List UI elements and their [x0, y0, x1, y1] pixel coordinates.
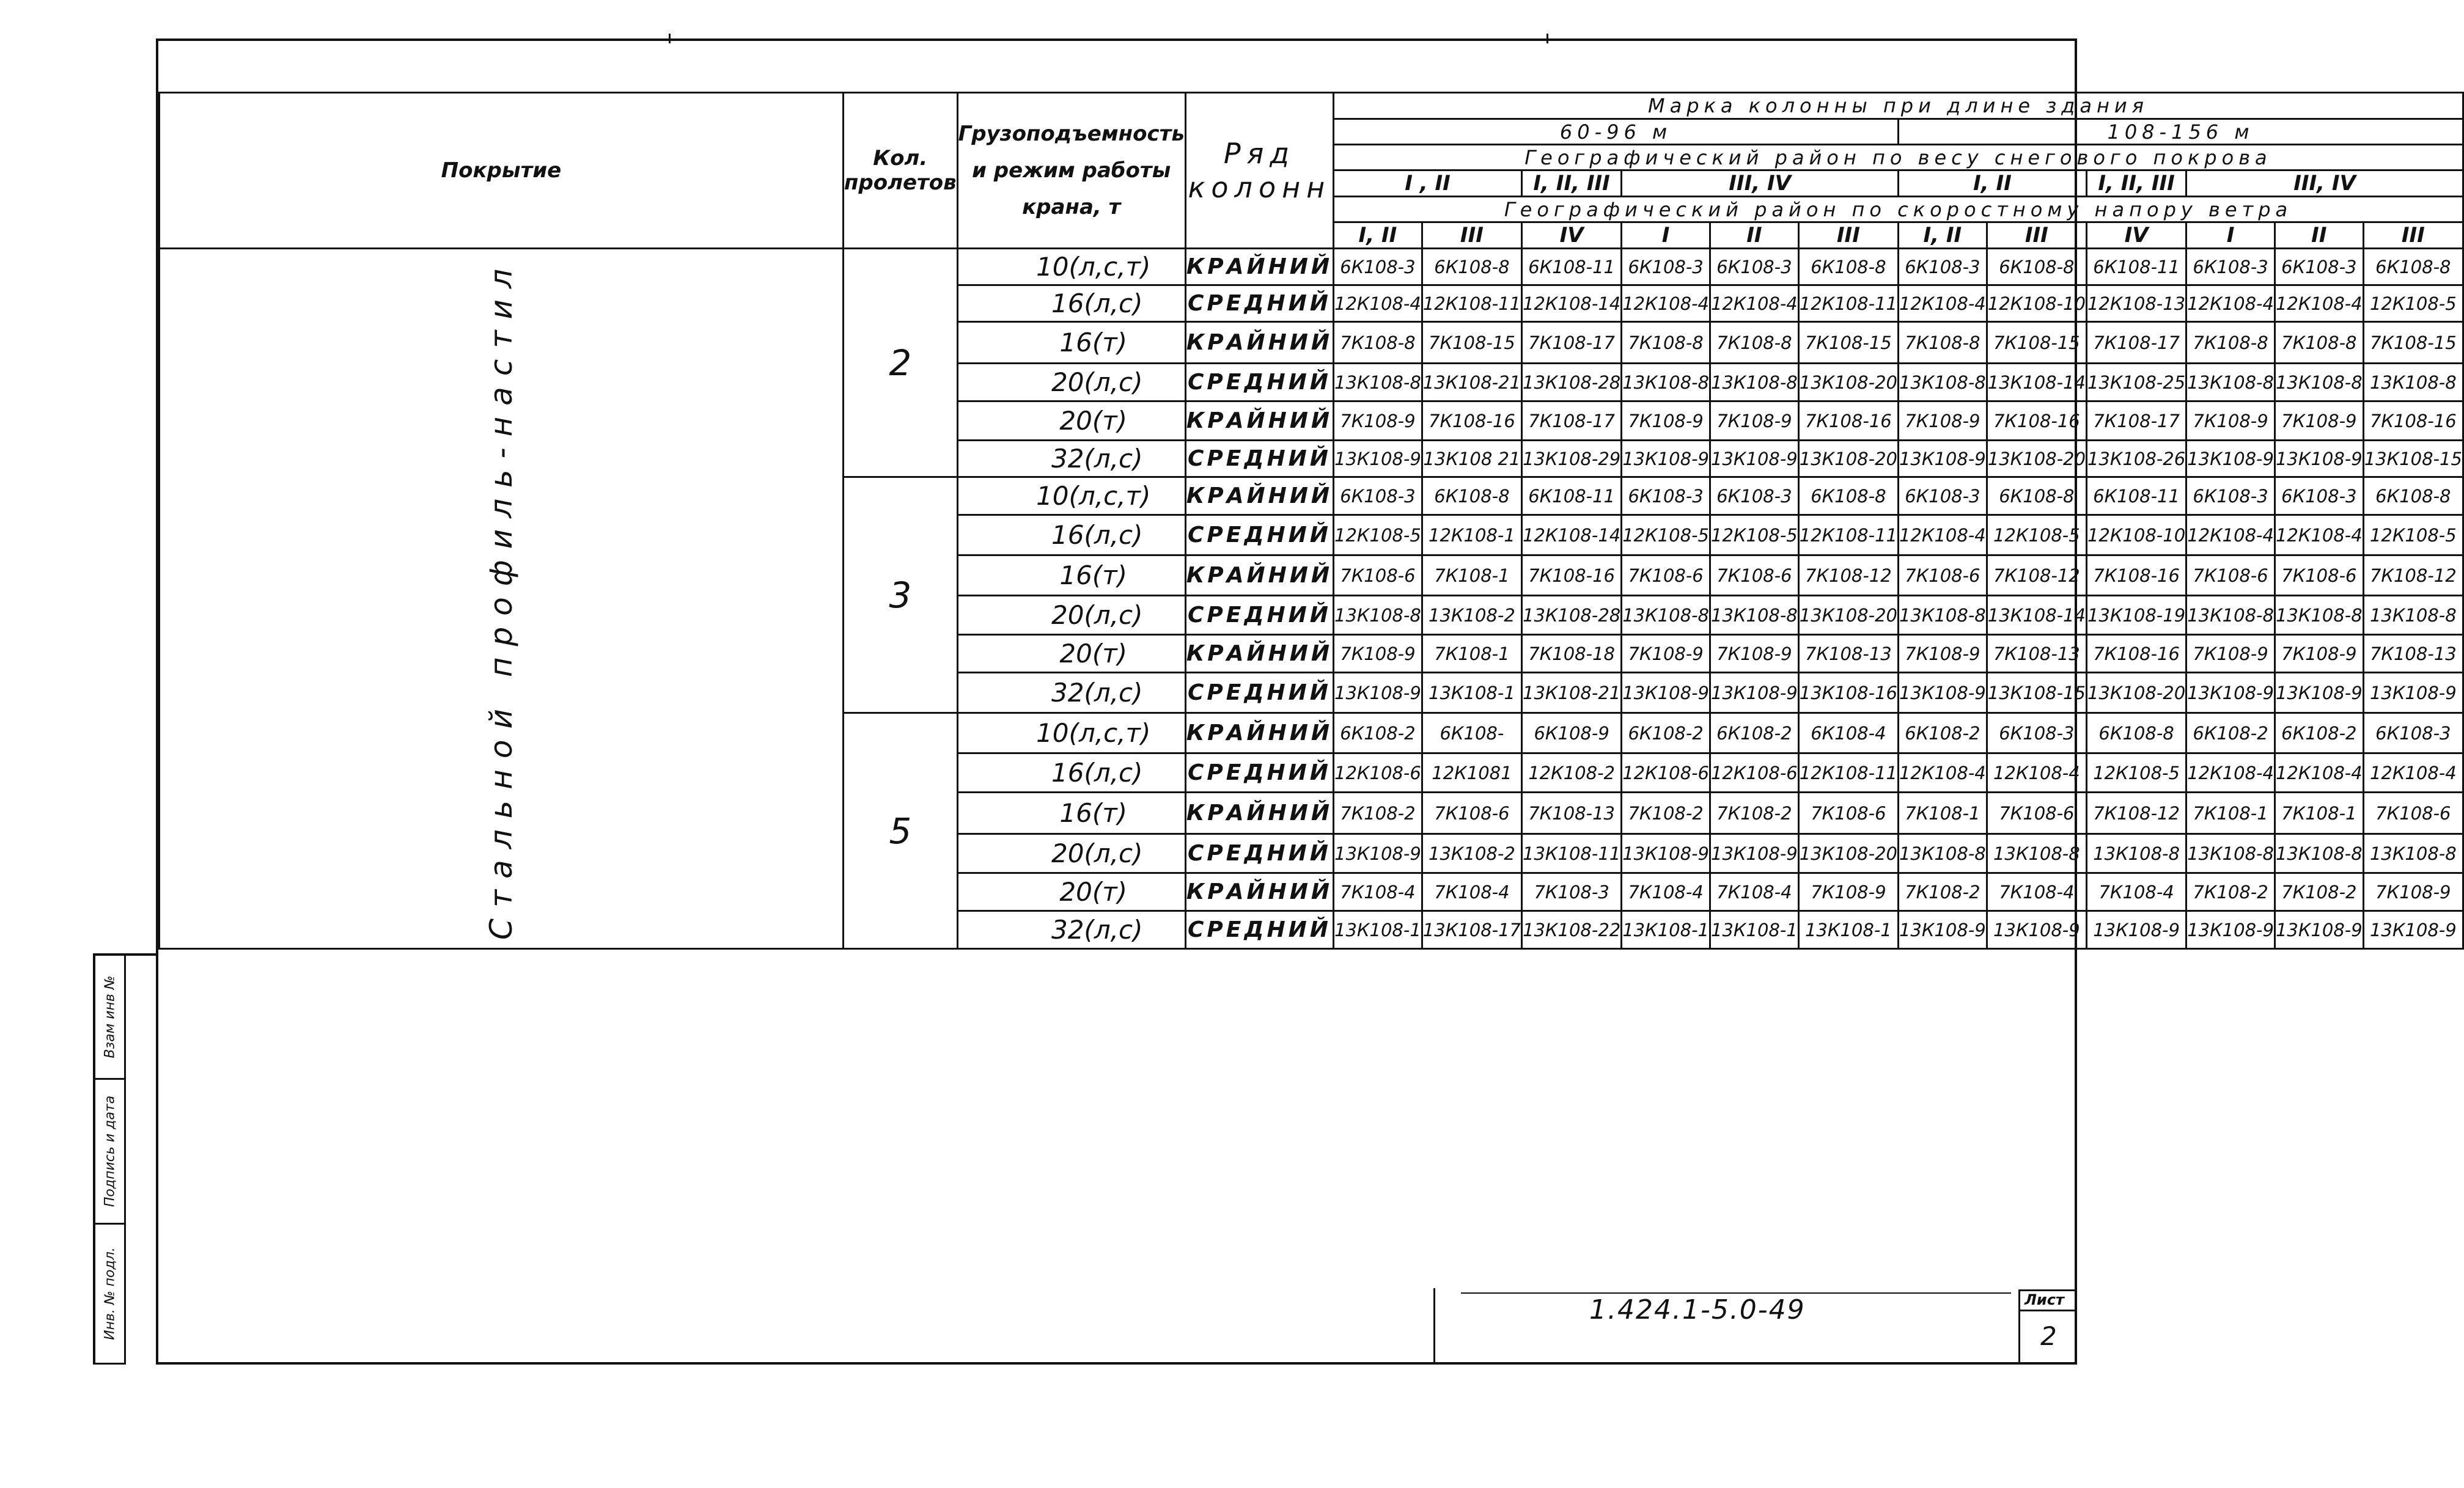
column-mark: 7К108-6	[2275, 555, 2363, 596]
coverage-cell	[160, 249, 844, 949]
column-mark: 6К108-8	[1422, 249, 1521, 285]
column-mark: 13К108-9	[1898, 441, 1987, 477]
column-mark: 12К108-4	[2275, 285, 2363, 322]
column-mark: 6К108-2	[1334, 713, 1422, 753]
column-mark: 7К108-13	[1522, 793, 1622, 834]
wind-region: III	[2363, 222, 2463, 249]
column-mark: 13К108-9	[1622, 441, 1710, 477]
column-mark: 13К108-1	[1622, 911, 1710, 949]
column-mark: 12К108-5	[2363, 515, 2463, 555]
column-mark: 13К108-8	[2186, 834, 2275, 873]
column-mark: 13К108-9	[1710, 673, 1799, 713]
column-mark: 7К108-9	[1622, 635, 1710, 673]
column-mark: 7К108-4	[1987, 873, 2086, 911]
column-mark: 7К108-16	[1522, 555, 1622, 596]
column-mark: 13К108-9	[1987, 911, 2086, 949]
crane-load: 16(т)	[957, 322, 1185, 364]
column-mark: 13К108-8	[1898, 834, 1987, 873]
column-mark: 12К108-4	[2275, 515, 2363, 555]
column-mark: 12К108-5	[1622, 515, 1710, 555]
column-mark: 13К108-14	[1987, 596, 2086, 635]
column-mark: 7К108-4	[1710, 873, 1799, 911]
spans-count: 3	[843, 477, 957, 713]
column-mark: 13К108-20	[2086, 673, 2186, 713]
column-mark: 13К108-29	[1522, 441, 1622, 477]
column-mark: 12К108-13	[2086, 285, 2186, 322]
column-mark: 7К108-4	[1422, 873, 1521, 911]
column-mark: 13К108-9	[2275, 441, 2363, 477]
crane-load: 16(т)	[957, 555, 1185, 596]
column-mark: 7К108-1	[1422, 635, 1521, 673]
column-mark: 7К108-8	[1898, 322, 1987, 364]
column-mark: 13К108-1	[1798, 911, 1898, 949]
column-mark: 6К108-4	[1798, 713, 1898, 753]
column-mark: 7К108-9	[1334, 635, 1422, 673]
wind-region: I, II	[1334, 222, 1422, 249]
column-mark: 13К108-15	[2363, 441, 2463, 477]
crane-load: 10(л,с,т)	[957, 249, 1185, 285]
column-mark: 12К108-4	[1898, 285, 1987, 322]
column-mark: 13К108-9	[1334, 834, 1422, 873]
frame-tick	[669, 34, 671, 43]
column-mark: 13К108-8	[1710, 596, 1799, 635]
wind-region: III	[1422, 222, 1521, 249]
column-row: КРАЙНИЙ	[1185, 873, 1333, 911]
column-mark: 13К108-8	[1710, 364, 1799, 401]
column-mark: 6К108-11	[2086, 249, 2186, 285]
column-mark: 13К108-17	[1422, 911, 1521, 949]
column-mark: 7К108-17	[2086, 322, 2186, 364]
column-mark: 12К108-14	[1522, 515, 1622, 555]
column-mark: 7К108-9	[2186, 401, 2275, 441]
column-mark: 13К108-9	[1710, 834, 1799, 873]
column-mark: 6К108-2	[1898, 713, 1987, 753]
column-mark: 6К108-8	[1987, 477, 2086, 515]
column-mark: 7К108-2	[1334, 793, 1422, 834]
column-mark: 7К108-8	[1334, 322, 1422, 364]
column-mark: 7К108-4	[1622, 873, 1710, 911]
column-mark: 13К108-8	[2086, 834, 2186, 873]
crane-load: 20(т)	[957, 635, 1185, 673]
column-mark: 7К108-18	[1522, 635, 1622, 673]
wind-region: IV	[1522, 222, 1622, 249]
column-mark: 13К108-9	[1898, 911, 1987, 949]
column-mark: 12К108-11	[1798, 285, 1898, 322]
column-mark: 13К108-9	[2186, 911, 2275, 949]
column-mark: 13К108-20	[1798, 596, 1898, 635]
column-mark: 13К108-8	[2363, 596, 2463, 635]
crane-load: 20(л,с)	[957, 364, 1185, 401]
wind-region: I, II	[1898, 222, 1987, 249]
crane-load: 16(л,с)	[957, 285, 1185, 322]
header-row: Ряд колонн	[1185, 93, 1333, 249]
column-mark: 6К108-2	[1710, 713, 1799, 753]
column-mark: 12К108-4	[1987, 753, 2086, 793]
column-mark: 7К108-4	[1334, 873, 1422, 911]
column-mark: 7К108-8	[2186, 322, 2275, 364]
column-mark: 6К108-3	[2275, 477, 2363, 515]
header-mark-title: Марка колонны при длине здания	[1334, 93, 2463, 119]
crane-load: 20(т)	[957, 873, 1185, 911]
column-row: СРЕДНИЙ	[1185, 364, 1333, 401]
column-row: КРАЙНИЙ	[1185, 793, 1333, 834]
column-mark: 6К108-11	[2086, 477, 2186, 515]
column-mark: 6К108-3	[2275, 249, 2363, 285]
column-mark: 6К108-	[1422, 713, 1521, 753]
column-mark: 13К108-25	[2086, 364, 2186, 401]
column-mark: 7К108-15	[2363, 322, 2463, 364]
column-mark: 12К108-1	[1422, 515, 1521, 555]
snow-region: III, IV	[2186, 170, 2463, 197]
column-mark: 12К108-4	[2363, 753, 2463, 793]
column-mark: 6К108-9	[1522, 713, 1622, 753]
column-row: КРАЙНИЙ	[1185, 635, 1333, 673]
column-mark: 13К108-8	[1898, 364, 1987, 401]
column-row: КРАЙНИЙ	[1185, 322, 1333, 364]
column-mark: 6К108-2	[2275, 713, 2363, 753]
column-mark: 7К108-13	[1987, 635, 2086, 673]
wind-region: I	[2186, 222, 2275, 249]
header-wind-title: Географический район по скоростному напору ветра	[1334, 197, 2463, 222]
column-mark: 13К108-8	[2186, 596, 2275, 635]
column-mark: 12К108-11	[1798, 753, 1898, 793]
header-length-60-96: 60-96 м	[1334, 119, 1899, 145]
column-mark: 7К108-9	[1710, 635, 1799, 673]
column-mark: 6К108-3	[1898, 477, 1987, 515]
title-block-divider	[1433, 1288, 1435, 1365]
column-mark: 6К108-11	[1522, 477, 1622, 515]
column-mark: 7К108-6	[1422, 793, 1521, 834]
column-mark: 7К108-16	[2086, 635, 2186, 673]
column-mark: 13К108-9	[1334, 673, 1422, 713]
column-mark: 7К108-2	[1898, 873, 1987, 911]
column-mark: 13К108-20	[1798, 364, 1898, 401]
stamp-inv-original: Инв. № подл.	[95, 1225, 126, 1365]
column-mark: 6К108-3	[1334, 249, 1422, 285]
sheet-box-divider	[2018, 1310, 2075, 1311]
column-mark: 12К108-4	[2186, 515, 2275, 555]
column-row: СРЕДНИЙ	[1185, 515, 1333, 555]
column-mark: 13К108-1	[1334, 911, 1422, 949]
column-row: СРЕДНИЙ	[1185, 441, 1333, 477]
column-mark: 7К108-13	[2363, 635, 2463, 673]
column-mark: 6К108-8	[1422, 477, 1521, 515]
sheet-number: 2	[2040, 1321, 2057, 1351]
column-mark: 7К108-16	[2086, 555, 2186, 596]
column-mark: 7К108-17	[2086, 401, 2186, 441]
column-row: СРЕДНИЙ	[1185, 673, 1333, 713]
column-row: СРЕДНИЙ	[1185, 911, 1333, 949]
column-mark: 13К108-28	[1522, 596, 1622, 635]
column-mark: 7К108-1	[1422, 555, 1521, 596]
column-mark: 13К108-9	[2275, 673, 2363, 713]
column-row: КРАЙНИЙ	[1185, 555, 1333, 596]
column-mark: 7К108-9	[1710, 401, 1799, 441]
column-mark: 13К108-20	[1798, 441, 1898, 477]
header-coverage: Покрытие	[160, 93, 844, 249]
column-mark: 13К108-9	[1334, 441, 1422, 477]
column-mark: 7К108-8	[2275, 322, 2363, 364]
column-mark: 7К108-15	[1422, 322, 1521, 364]
spans-count: 2	[843, 249, 957, 477]
column-mark: 7К108-6	[1898, 555, 1987, 596]
column-mark: 7К108-2	[1710, 793, 1799, 834]
column-mark: 13К108-8	[2363, 364, 2463, 401]
column-mark: 7К108-16	[1798, 401, 1898, 441]
stamp-signature-date: Подпись и дата	[95, 1080, 126, 1225]
column-mark: 7К108-16	[2363, 401, 2463, 441]
snow-region: III, IV	[1622, 170, 1899, 197]
column-mark: 13К108-9	[1622, 673, 1710, 713]
column-mark: 12К108-5	[1334, 515, 1422, 555]
column-mark: 12К1081	[1422, 753, 1521, 793]
column-row: КРАЙНИЙ	[1185, 401, 1333, 441]
column-mark: 7К108-12	[1798, 555, 1898, 596]
column-mark: 12К108-4	[1710, 285, 1799, 322]
column-mark: 13К108-21	[1522, 673, 1622, 713]
table-row	[160, 249, 2463, 285]
snow-region: I, II, III	[1522, 170, 1622, 197]
column-mark: 13К108-22	[1522, 911, 1622, 949]
column-mark: 12К108-5	[2363, 285, 2463, 322]
column-mark: 6К108-8	[2363, 249, 2463, 285]
column-marks-table	[158, 92, 2464, 950]
column-mark: 13К108-21	[1422, 364, 1521, 401]
crane-load: 20(л,с)	[957, 834, 1185, 873]
column-mark: 12К108-10	[1987, 285, 2086, 322]
column-mark: 12К108-4	[1622, 285, 1710, 322]
column-mark: 13К108-8	[1987, 834, 2086, 873]
column-mark: 12К108-5	[1987, 515, 2086, 555]
column-mark: 6К108-2	[2186, 713, 2275, 753]
column-mark: 7К108-6	[1334, 555, 1422, 596]
column-mark: 13К108-2	[1422, 834, 1521, 873]
column-mark: 12К108-4	[1334, 285, 1422, 322]
crane-load: 16(л,с)	[957, 753, 1185, 793]
wind-region: IV	[2086, 222, 2186, 249]
column-mark: 13К108-9	[1710, 441, 1799, 477]
column-mark: 6К108-8	[2363, 477, 2463, 515]
crane-load: 10(л,с,т)	[957, 477, 1185, 515]
title-block-line	[1461, 1292, 2011, 1294]
column-row: СРЕДНИЙ	[1185, 285, 1333, 322]
column-mark: 7К108-1	[2275, 793, 2363, 834]
column-mark: 13К108-2	[1422, 596, 1521, 635]
column-mark: 13К108-8	[2275, 596, 2363, 635]
crane-load: 32(л,с)	[957, 673, 1185, 713]
header-snow-title: Географический район по весу снегового покрова	[1334, 145, 2463, 170]
column-mark: 7К108-9	[2275, 635, 2363, 673]
column-mark: 13К108-28	[1522, 364, 1622, 401]
column-mark: 7К108-1	[2186, 793, 2275, 834]
column-mark: 7К108-9	[1334, 401, 1422, 441]
crane-load: 20(л,с)	[957, 596, 1185, 635]
column-mark: 7К108-2	[2275, 873, 2363, 911]
column-mark: 7К108-3	[1522, 873, 1622, 911]
column-mark: 6К108-3	[2186, 249, 2275, 285]
column-mark: 13К108-26	[2086, 441, 2186, 477]
column-mark: 13К108-8	[1334, 596, 1422, 635]
crane-load: 16(л,с)	[957, 515, 1185, 555]
spans-count: 5	[843, 713, 957, 949]
column-mark: 7К108-12	[2363, 555, 2463, 596]
column-mark: 12К108-6	[1622, 753, 1710, 793]
column-mark: 6К108-3	[1334, 477, 1422, 515]
column-mark: 13К108-1	[1422, 673, 1521, 713]
frame-tick	[1546, 34, 1548, 43]
crane-load: 16(т)	[957, 793, 1185, 834]
stamp-inv-replace: Взам инв №	[95, 956, 126, 1080]
column-row: СРЕДНИЙ	[1185, 596, 1333, 635]
column-row: СРЕДНИЙ	[1185, 834, 1333, 873]
column-mark: 7К108-8	[1710, 322, 1799, 364]
column-mark: 6К108-3	[1622, 477, 1710, 515]
column-row: СРЕДНИЙ	[1185, 753, 1333, 793]
column-mark: 7К108-2	[1622, 793, 1710, 834]
column-mark: 7К108-9	[1898, 401, 1987, 441]
column-mark: 7К108-6	[2363, 793, 2463, 834]
crane-load: 32(л,с)	[957, 441, 1185, 477]
column-mark: 7К108-4	[2086, 873, 2186, 911]
column-mark: 13К108-19	[2086, 596, 2186, 635]
column-mark: 12К108-14	[1522, 285, 1622, 322]
column-row: КРАЙНИЙ	[1185, 477, 1333, 515]
column-mark: 7К108-16	[1987, 401, 2086, 441]
column-mark: 7К108-9	[2186, 635, 2275, 673]
header-length-108-156: 108-156 м	[1898, 119, 2463, 145]
column-mark: 13К108-8	[1898, 596, 1987, 635]
column-mark: 7К108-6	[1987, 793, 2086, 834]
snow-region: I , II	[1334, 170, 1522, 197]
column-mark: 7К108-17	[1522, 322, 1622, 364]
column-mark: 12К108-4	[2186, 285, 2275, 322]
column-mark: 13К108-14	[1987, 364, 2086, 401]
column-mark: 13К108-8	[2186, 364, 2275, 401]
column-mark: 7К108-8	[1622, 322, 1710, 364]
side-stamp	[93, 953, 156, 1365]
column-mark: 6К108-11	[1522, 249, 1622, 285]
column-mark: 13К108-15	[1987, 673, 2086, 713]
header-spans: Кол. пролетов	[843, 93, 957, 249]
wind-region: I	[1622, 222, 1710, 249]
column-mark: 13К108-9	[2363, 911, 2463, 949]
column-mark: 7К108-6	[1710, 555, 1799, 596]
crane-load: 20(т)	[957, 401, 1185, 441]
column-mark: 7К108-9	[1898, 635, 1987, 673]
column-mark: 7К108-9	[1798, 873, 1898, 911]
column-mark: 12К108-6	[1710, 753, 1799, 793]
column-mark: 7К108-12	[1987, 555, 2086, 596]
column-mark: 12К108-4	[2275, 753, 2363, 793]
column-mark: 13К108-9	[1898, 673, 1987, 713]
column-mark: 13К108-9	[2186, 673, 2275, 713]
column-mark: 7К108-13	[1798, 635, 1898, 673]
snow-region: I, II, III	[2086, 170, 2186, 197]
column-mark: 12К108-10	[2086, 515, 2186, 555]
column-mark: 13К108-9	[2186, 441, 2275, 477]
column-mark: 13К108-9	[2363, 673, 2463, 713]
column-mark: 13К108-9	[1622, 834, 1710, 873]
column-mark: 13К108-9	[2086, 911, 2186, 949]
column-mark: 6К108-3	[1622, 249, 1710, 285]
column-mark: 7К108-17	[1522, 401, 1622, 441]
column-mark: 12К108-2	[1522, 753, 1622, 793]
column-mark: 12К108-11	[1422, 285, 1521, 322]
column-mark: 13К108-8	[1622, 596, 1710, 635]
column-mark: 7К108-2	[2186, 873, 2275, 911]
column-mark: 7К108-6	[2186, 555, 2275, 596]
column-mark: 13К108-20	[1987, 441, 2086, 477]
column-mark: 13К108-11	[1522, 834, 1622, 873]
header-crane: Грузоподъемность и режим работы крана, т	[957, 93, 1185, 249]
column-mark: 7К108-15	[1798, 322, 1898, 364]
column-mark: 13К108-8	[1334, 364, 1422, 401]
column-mark: 13К108-8	[2363, 834, 2463, 873]
snow-region: I, II	[1898, 170, 2086, 197]
wind-region: II	[1710, 222, 1799, 249]
column-mark: 12К108-5	[1710, 515, 1799, 555]
column-row: КРАЙНИЙ	[1185, 249, 1333, 285]
wind-region: III	[1987, 222, 2086, 249]
sheet-label: Лист	[2025, 1291, 2064, 1308]
column-mark: 13К108-1	[1710, 911, 1799, 949]
document-code: 1.424.1-5.0-49	[1589, 1294, 1806, 1325]
coverage-value: Стальной профиль-настил	[483, 257, 519, 940]
column-mark: 6К108-8	[1798, 477, 1898, 515]
column-mark: 12К108-11	[1798, 515, 1898, 555]
column-mark: 12К108-6	[1334, 753, 1422, 793]
crane-load: 32(л,с)	[957, 911, 1185, 949]
column-mark: 12К108-4	[1898, 515, 1987, 555]
column-mark: 6К108-3	[1710, 249, 1799, 285]
column-mark: 7К108-6	[1622, 555, 1710, 596]
column-mark: 7К108-9	[1622, 401, 1710, 441]
column-mark: 12К108-5	[2086, 753, 2186, 793]
column-mark: 13К108-16	[1798, 673, 1898, 713]
column-mark: 6К108-3	[1710, 477, 1799, 515]
column-mark: 13К108-8	[2275, 364, 2363, 401]
column-mark: 7К108-9	[2275, 401, 2363, 441]
crane-load: 10(л,с,т)	[957, 713, 1185, 753]
column-mark: 7К108-9	[2363, 873, 2463, 911]
column-mark: 7К108-1	[1898, 793, 1987, 834]
wind-region: II	[2275, 222, 2363, 249]
column-mark: 7К108-6	[1798, 793, 1898, 834]
column-mark: 13К108-8	[1622, 364, 1710, 401]
column-mark: 6К108-3	[2363, 713, 2463, 753]
column-mark: 13К108-8	[2275, 834, 2363, 873]
wind-region: III	[1798, 222, 1898, 249]
column-mark: 6К108-8	[1798, 249, 1898, 285]
column-mark: 6К108-3	[1987, 713, 2086, 753]
column-mark: 13К108 21	[1422, 441, 1521, 477]
column-mark: 6К108-3	[1898, 249, 1987, 285]
column-mark: 7К108-16	[1422, 401, 1521, 441]
column-mark: 6К108-3	[2186, 477, 2275, 515]
column-row: КРАЙНИЙ	[1185, 713, 1333, 753]
column-mark: 6К108-8	[1987, 249, 2086, 285]
column-mark: 6К108-8	[2086, 713, 2186, 753]
column-mark: 7К108-12	[2086, 793, 2186, 834]
column-mark: 13К108-9	[2275, 911, 2363, 949]
column-mark: 12К108-4	[1898, 753, 1987, 793]
column-mark: 6К108-2	[1622, 713, 1710, 753]
column-mark: 13К108-20	[1798, 834, 1898, 873]
column-mark: 12К108-4	[2186, 753, 2275, 793]
column-mark: 7К108-15	[1987, 322, 2086, 364]
